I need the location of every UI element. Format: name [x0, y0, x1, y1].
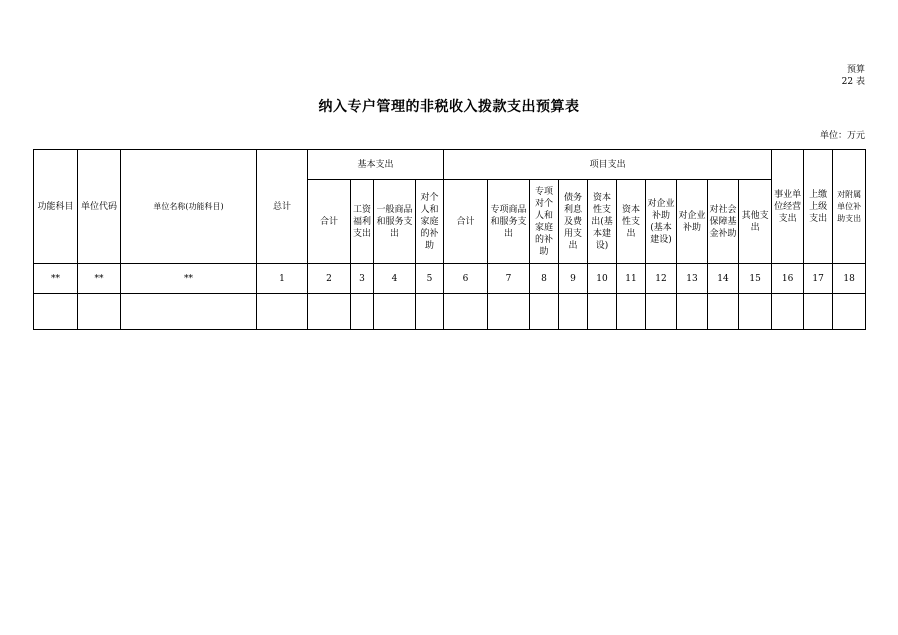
- page-title: 纳入专户管理的非税收入拨款支出预算表: [318, 99, 580, 115]
- index-cell: 17: [804, 264, 833, 294]
- index-cell: **: [34, 264, 78, 294]
- header-project-col: 资本性支出: [617, 180, 646, 264]
- header-biz-expense: 事业单位经营支出: [772, 150, 804, 264]
- header-unit-name: 单位名称(功能科目): [121, 150, 257, 264]
- empty-cell: [78, 294, 121, 330]
- index-cell: **: [121, 264, 257, 294]
- table-number-line2: 22 表: [841, 77, 865, 87]
- empty-cell: [121, 294, 257, 330]
- empty-cell: [488, 294, 530, 330]
- empty-cell: [559, 294, 588, 330]
- header-upper-payment: 上缴上级支出: [804, 150, 833, 264]
- header-sub-unit-subsidy: 对附属单位补助支出: [833, 150, 866, 264]
- unit-label: 单位：万元: [819, 131, 865, 141]
- index-cell: 2: [308, 264, 351, 294]
- header-project-col: 债务利息及费用支出: [559, 180, 588, 264]
- header-project-col: 合计: [444, 180, 488, 264]
- index-cell: 13: [677, 264, 708, 294]
- empty-cell: [416, 294, 444, 330]
- table-number-line1: 预算: [846, 65, 865, 75]
- empty-cell: [617, 294, 646, 330]
- empty-cell: [646, 294, 677, 330]
- empty-cell: [257, 294, 308, 330]
- index-cell: 12: [646, 264, 677, 294]
- empty-cell: [588, 294, 617, 330]
- header-project-col: 对企业补助: [677, 180, 708, 264]
- empty-cell: [677, 294, 708, 330]
- empty-cell: [708, 294, 739, 330]
- header-basic-group: 基本支出: [308, 150, 444, 180]
- index-cell: 14: [708, 264, 739, 294]
- empty-cell: [833, 294, 866, 330]
- table-number: [842, 64, 865, 88]
- header-basic-col: 工资福利支出: [351, 180, 374, 264]
- index-cell: 15: [739, 264, 772, 294]
- index-cell: 8: [530, 264, 559, 294]
- index-cell: **: [78, 264, 121, 294]
- index-cell: 10: [588, 264, 617, 294]
- header-func-code: 功能科目: [34, 150, 78, 264]
- empty-cell: [804, 294, 833, 330]
- index-cell: 4: [374, 264, 416, 294]
- empty-cell: [34, 294, 78, 330]
- empty-cell: [444, 294, 488, 330]
- empty-data-row: [34, 294, 866, 330]
- header-project-col: 对企业补助(基本建设): [646, 180, 677, 264]
- header-unit-code: 单位代码: [78, 150, 121, 264]
- budget-table: [33, 149, 866, 330]
- index-cell: 16: [772, 264, 804, 294]
- header-project-col: 专项对个人和家庭的补助: [530, 180, 559, 264]
- index-cell: 11: [617, 264, 646, 294]
- empty-cell: [374, 294, 416, 330]
- header-basic-col: 对个人和家庭的补助: [416, 180, 444, 264]
- index-cell: 9: [559, 264, 588, 294]
- header-project-col: 对社会保障基金补助: [708, 180, 739, 264]
- index-cell: 18: [833, 264, 866, 294]
- header-total: 总计: [257, 150, 308, 264]
- index-cell: 7: [488, 264, 530, 294]
- header-basic-col: 合计: [308, 180, 351, 264]
- header-basic-col: 一般商品和服务支出: [374, 180, 416, 264]
- empty-cell: [772, 294, 804, 330]
- index-cell: 1: [257, 264, 308, 294]
- empty-cell: [351, 294, 374, 330]
- empty-cell: [530, 294, 559, 330]
- header-project-col: 其他支出: [739, 180, 772, 264]
- index-row: [34, 264, 866, 294]
- header-project-col: 专项商品和服务支出: [488, 180, 530, 264]
- index-cell: 3: [351, 264, 374, 294]
- empty-cell: [308, 294, 351, 330]
- index-cell: 5: [416, 264, 444, 294]
- empty-cell: [739, 294, 772, 330]
- index-cell: 6: [444, 264, 488, 294]
- header-project-col: 资本性支出(基本建设): [588, 180, 617, 264]
- header-project-group: 项目支出: [444, 150, 772, 180]
